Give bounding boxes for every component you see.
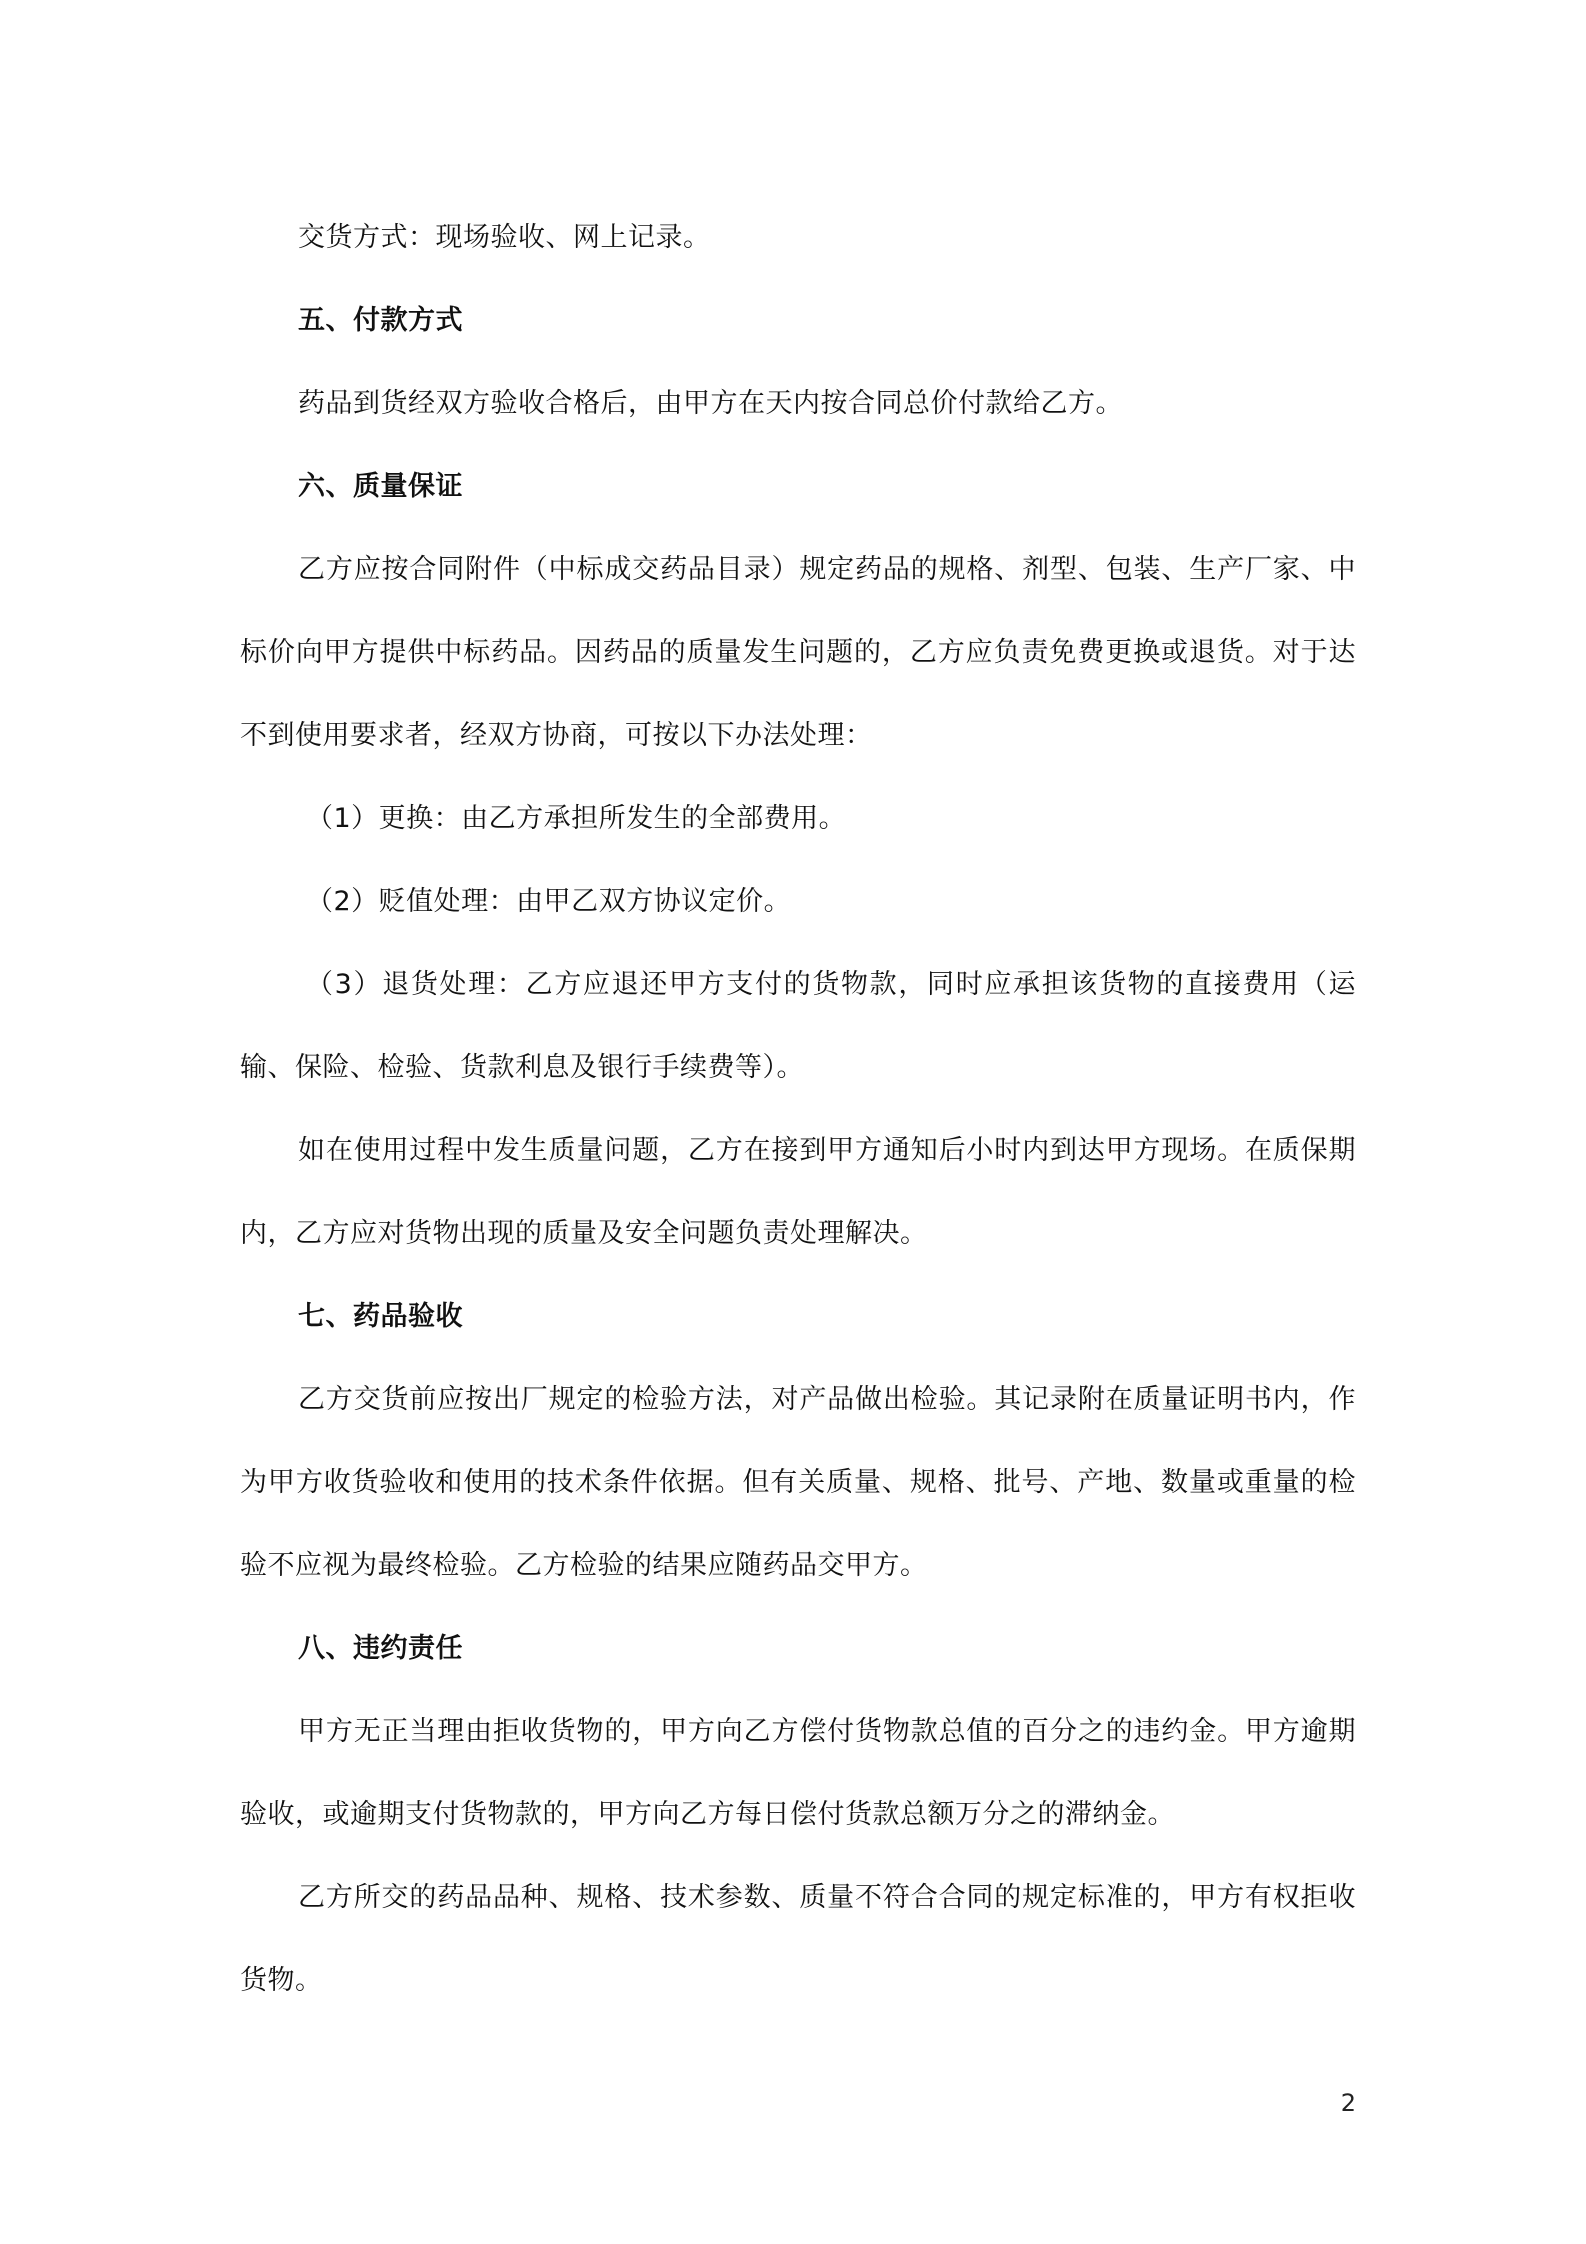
payment-paragraph: 药品到货经双方验收合格后，由甲方在天内按合同总价付款给乙方。 bbox=[298, 388, 1123, 419]
page-number: 2 bbox=[1340, 2089, 1356, 2117]
liability-paragraph-seller: 乙方所交的药品品种、规格、技术参数、质量不符合合同的规定标准的，甲方有权拒收货物。 bbox=[240, 1882, 1356, 1996]
section-heading-acceptance: 七、药品验收 bbox=[298, 1301, 463, 1332]
document-body bbox=[240, 196, 1356, 2022]
quality-item-return: （3）退货处理：乙方应退还甲方支付的货物款，同时应承担该货物的直接费用（运输、保险、检验、货款利息及银行手续费等）。 bbox=[240, 969, 1356, 1083]
section-heading-liability: 八、违约责任 bbox=[298, 1633, 463, 1664]
quality-item-depreciation: （2）贬值处理：由甲乙双方协议定价。 bbox=[306, 886, 792, 917]
delivery-method-paragraph: 交货方式：现场验收、网上记录。 bbox=[298, 222, 711, 253]
quality-item-replacement: （1）更换：由乙方承担所发生的全部费用。 bbox=[306, 803, 847, 834]
section-heading-payment: 五、付款方式 bbox=[298, 305, 463, 336]
acceptance-paragraph: 乙方交货前应按出厂规定的检验方法，对产品做出检验。其记录附在质量证明书内，作为甲方收货验收和使用的技术条件依据。但有关质量、规格、批号、产地、数量或重量的检验不应视为最终检验。乙方检验的结果应随药品交甲方。 bbox=[240, 1384, 1356, 1581]
liability-paragraph-buyer: 甲方无正当理由拒收货物的，甲方向乙方偿付货物款总值的百分之的违约金。甲方逾期验收，或逾期支付货物款的，甲方向乙方每日偿付货款总额万分之的滞纳金。 bbox=[240, 1716, 1356, 1830]
section-heading-quality: 六、质量保证 bbox=[298, 471, 463, 502]
quality-issue-paragraph: 如在使用过程中发生质量问题，乙方在接到甲方通知后小时内到达甲方现场。在质保期内，乙方应对货物出现的质量及安全问题负责处理解决。 bbox=[240, 1135, 1356, 1249]
quality-paragraph: 乙方应按合同附件（中标成交药品目录）规定药品的规格、剂型、包装、生产厂家、中标价向甲方提供中标药品。因药品的质量发生问题的，乙方应负责免费更换或退货。对于达不到使用要求者，经双方协商，可按以下办法处理： bbox=[240, 554, 1356, 751]
